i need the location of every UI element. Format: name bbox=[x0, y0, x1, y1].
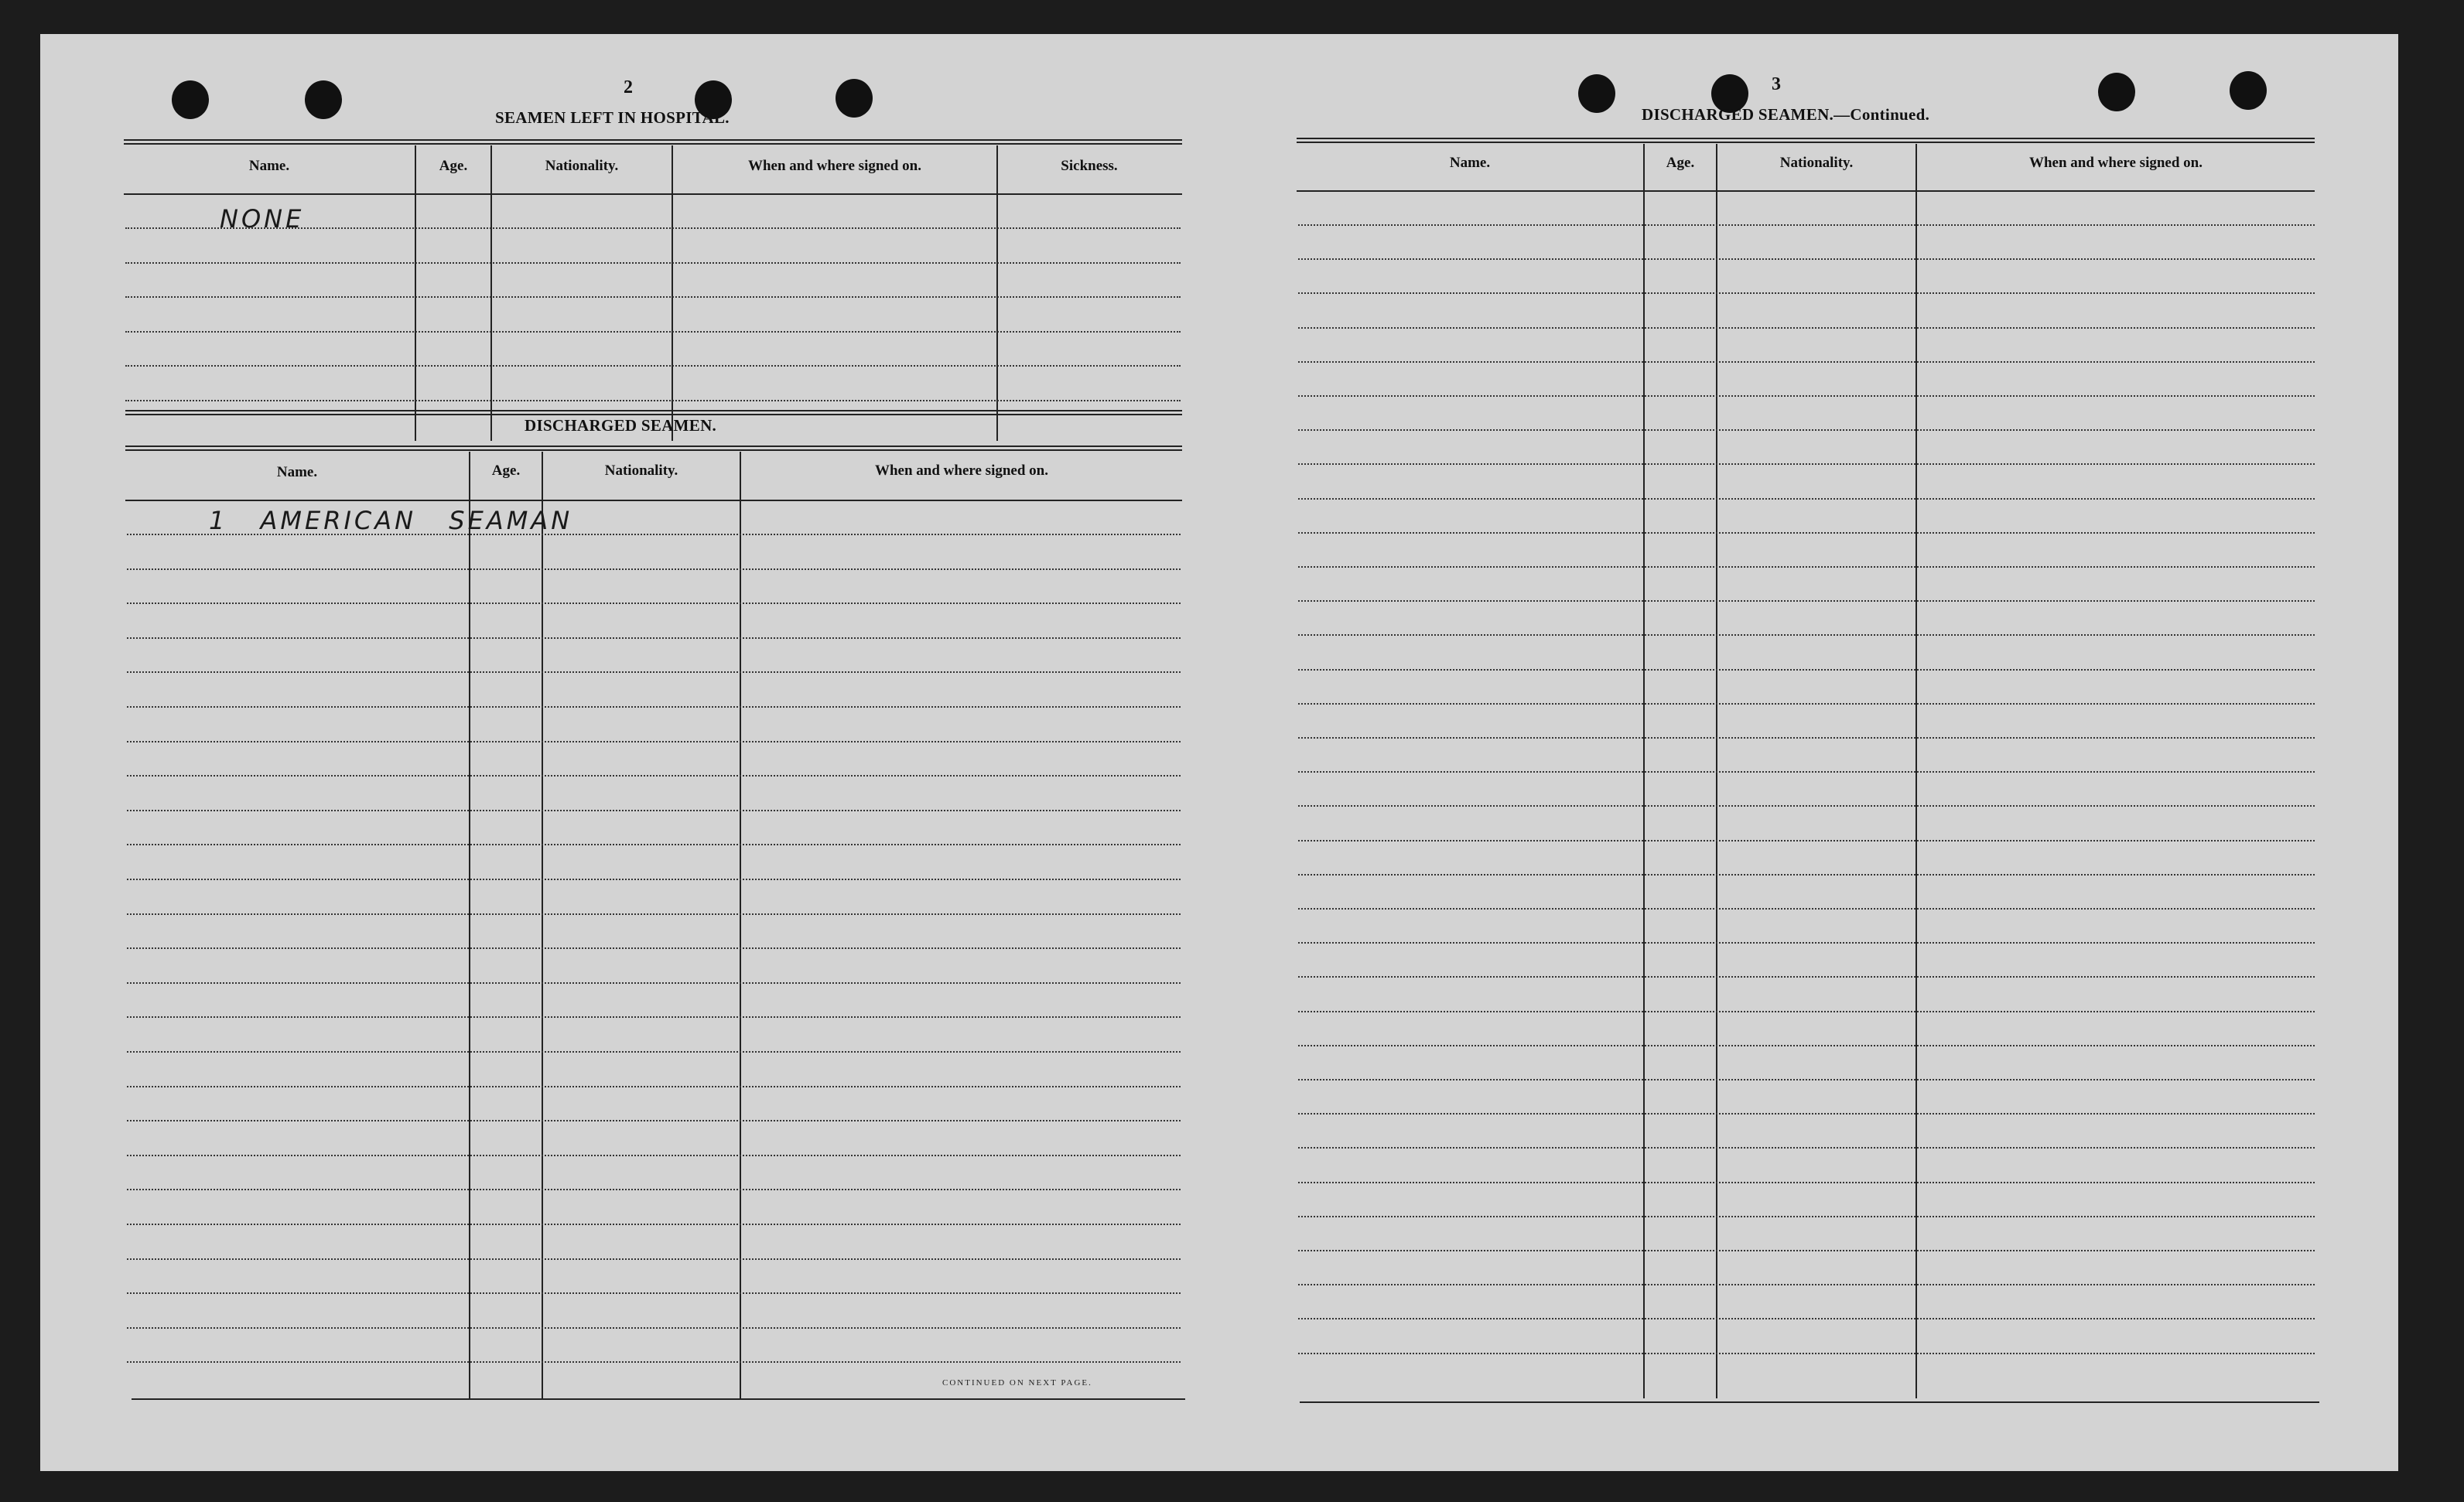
column-header-nationality: Nationality. bbox=[604, 463, 678, 479]
ruled-line bbox=[1298, 737, 2315, 739]
ruled-line bbox=[127, 1224, 1181, 1225]
ruled-line bbox=[1298, 1011, 2315, 1012]
ruled-line bbox=[1298, 1147, 2315, 1149]
column-divider bbox=[490, 145, 492, 441]
page-number: 3 bbox=[1772, 74, 1781, 94]
column-header-name: Name. bbox=[276, 464, 318, 480]
ruled-line bbox=[1298, 1045, 2315, 1046]
ruled-line bbox=[1298, 1182, 2315, 1183]
column-header-sickness: Sickness. bbox=[1061, 158, 1118, 174]
header-underline bbox=[124, 193, 1182, 195]
ruled-line bbox=[127, 1258, 1181, 1260]
ruled-line bbox=[127, 1016, 1181, 1018]
discharged-entry-name: 1 AMERICAN SEAMAN bbox=[209, 506, 573, 535]
ruled-line bbox=[125, 365, 1181, 367]
ruled-line bbox=[1298, 634, 2315, 636]
ruled-line bbox=[1298, 771, 2315, 773]
column-header-nationality: Nationality. bbox=[545, 158, 619, 174]
ruled-line bbox=[127, 603, 1181, 604]
column-header-nationality: Nationality. bbox=[1779, 155, 1854, 171]
ruled-line bbox=[1298, 874, 2315, 876]
ruled-line bbox=[125, 400, 1181, 401]
ruled-line bbox=[127, 1327, 1181, 1329]
discharged-section-title: DISCHARGED SEAMEN. bbox=[525, 416, 717, 435]
discharged-continued-title: DISCHARGED SEAMEN.—Continued. bbox=[1642, 105, 1930, 124]
ruled-line bbox=[127, 568, 1181, 570]
ruled-line bbox=[1298, 224, 2315, 226]
table-top-rule bbox=[1297, 138, 2315, 143]
ruled-line bbox=[127, 1189, 1181, 1190]
ruled-line bbox=[1298, 1318, 2315, 1319]
column-header-age: Age. bbox=[1666, 155, 1695, 171]
section-divider-rule bbox=[125, 410, 1182, 415]
table-bottom-rule bbox=[1300, 1401, 2319, 1403]
ruled-line bbox=[1298, 532, 2315, 534]
ruled-line bbox=[1298, 1284, 2315, 1285]
ruled-line bbox=[125, 262, 1181, 264]
ruled-line bbox=[127, 844, 1181, 845]
ruled-line bbox=[1298, 361, 2315, 363]
continued-footer: CONTINUED ON NEXT PAGE. bbox=[942, 1378, 1092, 1388]
ruled-line bbox=[1298, 600, 2315, 602]
column-header-name: Name. bbox=[248, 158, 290, 174]
ruled-line bbox=[1298, 703, 2315, 705]
page-number: 2 bbox=[624, 77, 633, 97]
ruled-line bbox=[1298, 292, 2315, 294]
document-sheet bbox=[40, 34, 2398, 1471]
ruled-line bbox=[1298, 1250, 2315, 1251]
column-header-signed-on: When and where signed on. bbox=[2028, 155, 2203, 171]
column-header-age: Age. bbox=[439, 158, 468, 174]
column-divider bbox=[672, 145, 673, 441]
column-header-signed-on: When and where signed on. bbox=[747, 158, 921, 174]
column-header-name: Name. bbox=[1449, 155, 1491, 171]
ruled-line bbox=[127, 1292, 1181, 1294]
ruled-line bbox=[127, 671, 1181, 673]
ruled-line bbox=[1298, 976, 2315, 978]
ruled-line bbox=[127, 1051, 1181, 1053]
ruled-line bbox=[125, 296, 1181, 298]
header-underline bbox=[1297, 190, 2315, 192]
ruled-line bbox=[127, 1120, 1181, 1121]
column-header-age: Age. bbox=[491, 463, 521, 479]
ruled-line bbox=[1298, 840, 2315, 841]
ruled-line bbox=[127, 706, 1181, 708]
ruled-line bbox=[1298, 942, 2315, 944]
table-top-rule bbox=[125, 445, 1182, 451]
column-header-signed-on: When and where signed on. bbox=[874, 463, 1048, 479]
ruled-line bbox=[1298, 566, 2315, 568]
table-top-rule bbox=[124, 139, 1182, 145]
ruled-line bbox=[127, 741, 1181, 742]
ruled-line bbox=[125, 331, 1181, 333]
ruled-line bbox=[1298, 1113, 2315, 1115]
column-divider bbox=[740, 452, 741, 1398]
left-page bbox=[40, 34, 1201, 1471]
header-underline bbox=[125, 500, 1182, 501]
right-page bbox=[1201, 34, 2398, 1471]
ruled-line bbox=[1298, 908, 2315, 910]
ruled-line bbox=[1298, 805, 2315, 807]
column-divider bbox=[469, 452, 470, 1398]
table-bottom-rule bbox=[132, 1398, 1185, 1400]
ruled-line bbox=[127, 1155, 1181, 1156]
ruled-line bbox=[1298, 463, 2315, 465]
column-divider bbox=[996, 145, 998, 441]
ruled-line bbox=[1298, 327, 2315, 329]
ruled-line bbox=[1298, 498, 2315, 500]
hospital-section-title: SEAMEN LEFT IN HOSPITAL. bbox=[495, 108, 730, 127]
ruled-line bbox=[127, 1086, 1181, 1087]
ruled-line bbox=[1298, 395, 2315, 397]
ruled-line bbox=[1298, 1216, 2315, 1217]
column-divider bbox=[415, 145, 416, 441]
ruled-line bbox=[127, 637, 1181, 639]
ruled-line bbox=[127, 879, 1181, 880]
ruled-line bbox=[127, 775, 1181, 777]
ruled-line bbox=[127, 913, 1181, 915]
ruled-line bbox=[1298, 258, 2315, 260]
hospital-entry-name: NONE bbox=[220, 204, 305, 234]
ruled-line bbox=[127, 982, 1181, 984]
ruled-line bbox=[1298, 1079, 2315, 1080]
ruled-line bbox=[1298, 429, 2315, 431]
ruled-line bbox=[1298, 1353, 2315, 1354]
ruled-line bbox=[127, 810, 1181, 811]
ruled-line bbox=[127, 1361, 1181, 1363]
ruled-line bbox=[1298, 669, 2315, 671]
ruled-line bbox=[127, 947, 1181, 949]
column-divider bbox=[542, 452, 543, 1398]
